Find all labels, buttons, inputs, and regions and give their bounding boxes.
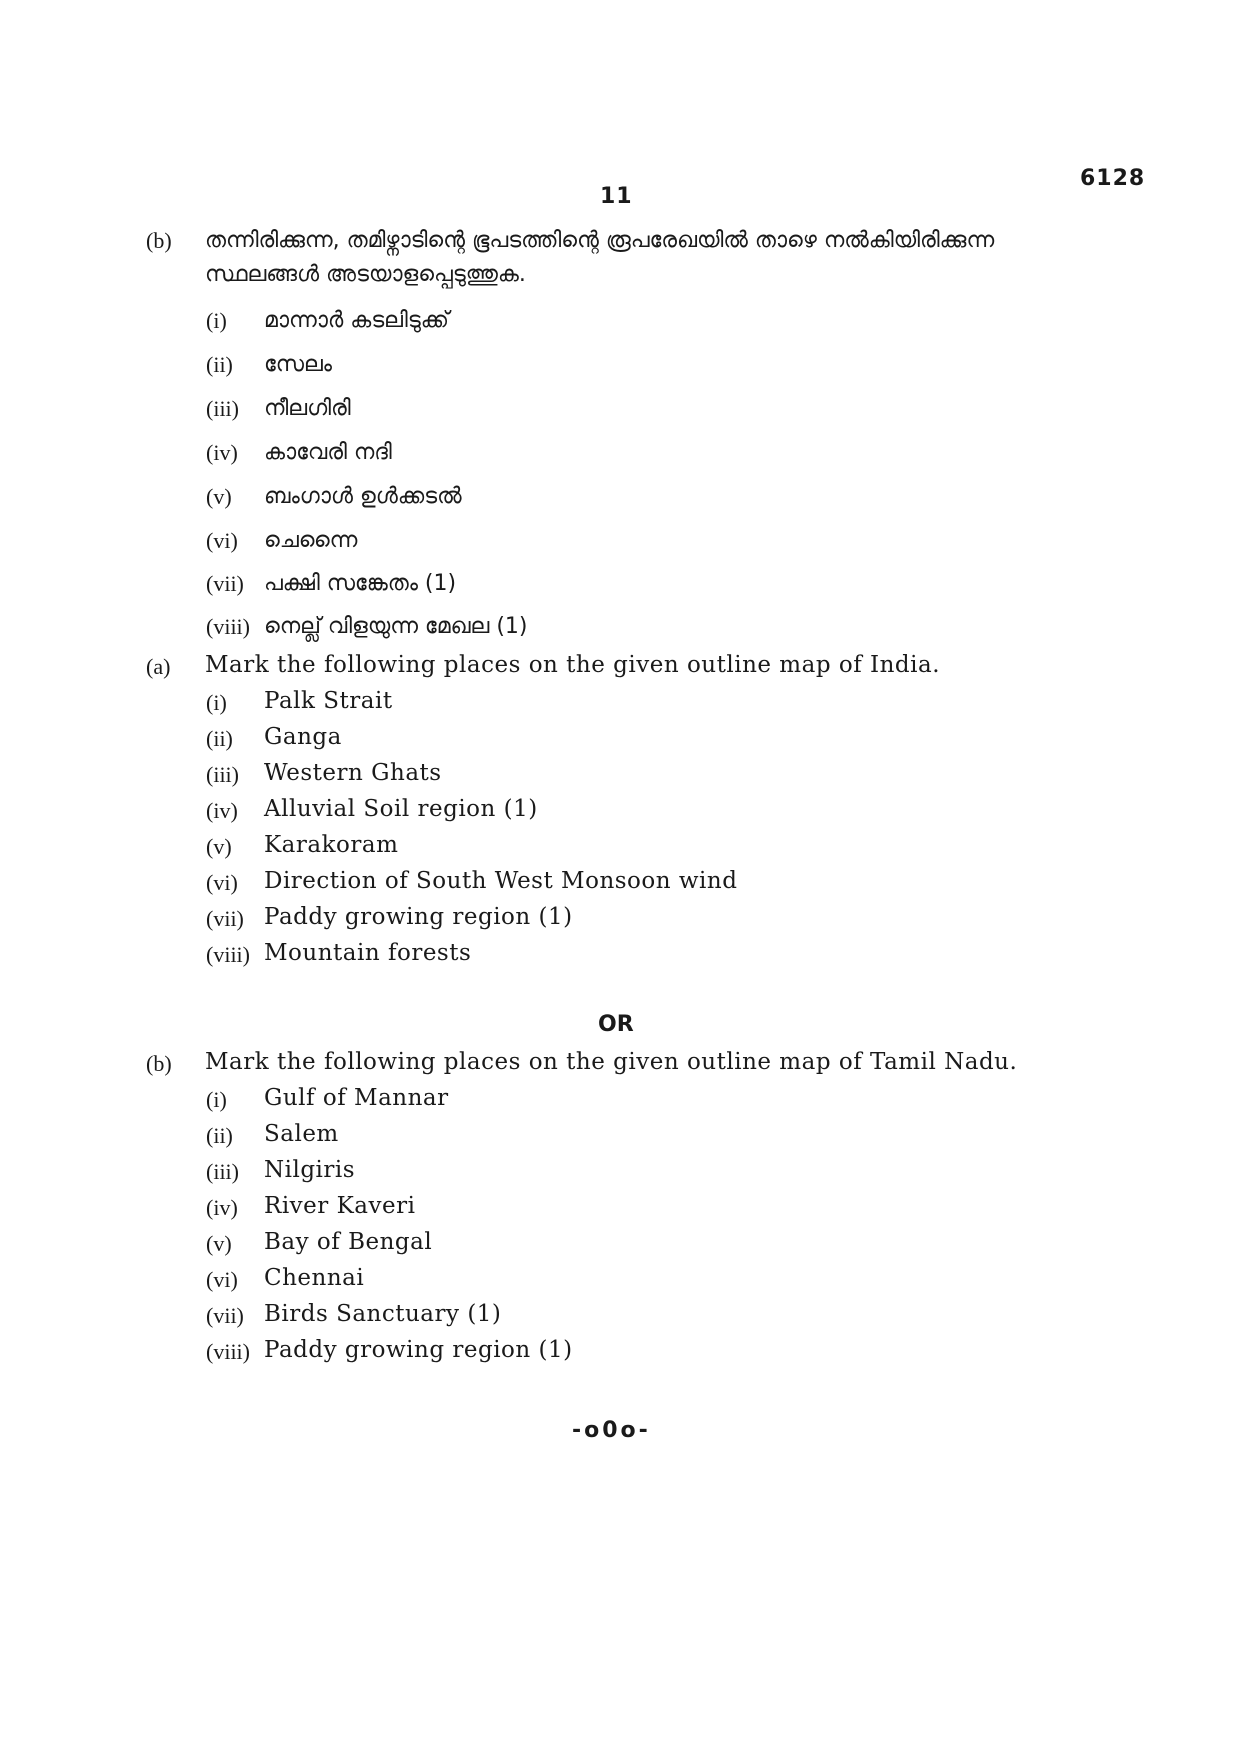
or-divider: OR [598,1012,634,1037]
item-text: Palk Strait [264,688,393,714]
page-number: 11 [600,184,633,209]
question-label: (b) [146,228,172,253]
item-text: പക്ഷി സങ്കേതം (1) [264,571,457,596]
item-text: Ganga [264,724,342,750]
item-number: (i) [206,308,227,333]
item-text: Chennai [264,1265,365,1291]
item-text: Gulf of Mannar [264,1085,449,1111]
item-text: നീലഗിരി [264,396,351,421]
item-number: (vi) [206,1267,238,1292]
item-text: Western Ghats [264,760,442,786]
item-number: (i) [206,690,227,715]
item-text: Karakoram [264,832,399,858]
item-number: (viii) [206,614,250,639]
item-number: (ii) [206,352,233,377]
item-text: Paddy growing region (1) [264,904,573,930]
item-text: ചെന്നൈ [264,528,358,553]
item-number: (iii) [206,396,239,421]
end-of-paper-mark: -o0o- [572,1418,651,1443]
question-text: Mark the following places on the given outline map of India. [205,652,941,678]
item-number: (vii) [206,1303,244,1328]
item-number: (ii) [206,726,233,751]
item-number: (i) [206,1087,227,1112]
question-text: Mark the following places on the given outline map of Tamil Nadu. [205,1049,1018,1075]
item-text: ബംഗാൾ ഉൾക്കടൽ [264,484,462,509]
question-paper-code: 6128 [1080,166,1146,191]
item-number: (vii) [206,906,244,931]
item-text: സേലം [264,352,333,377]
item-number: (vi) [206,870,238,895]
item-text: Bay of Bengal [264,1229,433,1255]
item-number: (iv) [206,798,238,823]
item-text: Nilgiris [264,1157,356,1183]
question-label: (a) [146,654,171,679]
item-text: Paddy growing region (1) [264,1337,573,1363]
item-text: Direction of South West Monsoon wind [264,868,738,894]
question-text-line1: തന്നിരിക്കുന്ന, തമിഴ്നാടിന്റെ ഭൂപടത്തിന്റെ രൂപരേഖയിൽ താഴെ നൽകിയിരിക്കുന്ന [205,228,995,253]
item-text: Alluvial Soil region (1) [264,796,538,822]
item-number: (iv) [206,1195,238,1220]
item-text: Mountain forests [264,940,472,966]
item-number: (v) [206,1231,232,1256]
item-number: (v) [206,834,232,859]
item-number: (iii) [206,762,239,787]
question-text-line2: സ്ഥലങ്ങൾ അടയാളപ്പെടുത്തുക. [205,262,526,287]
item-number: (vi) [206,528,238,553]
item-text: Birds Sanctuary (1) [264,1301,502,1327]
item-text: River Kaveri [264,1193,416,1219]
item-text: Salem [264,1121,339,1147]
item-text: മാന്നാർ കടലിടുക്ക് [264,308,449,333]
item-number: (viii) [206,1339,250,1364]
item-number: (v) [206,484,232,509]
item-number: (vii) [206,571,244,596]
item-number: (ii) [206,1123,233,1148]
item-number: (iv) [206,440,238,465]
question-label: (b) [146,1051,172,1076]
item-text: കാവേരി നദി [264,440,392,465]
item-text: നെല്ല് വിളയുന്ന മേഖല (1) [264,614,528,639]
item-number: (viii) [206,942,250,967]
item-number: (iii) [206,1159,239,1184]
